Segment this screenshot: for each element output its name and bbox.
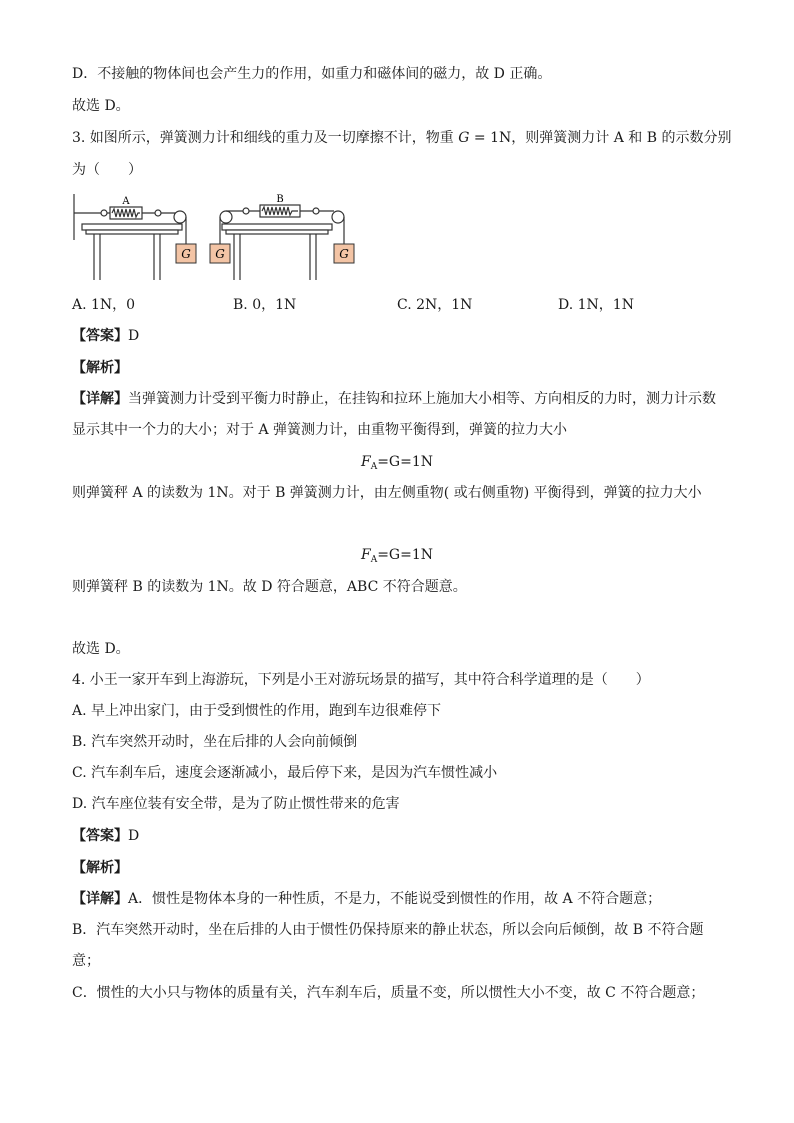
- equation: [0, 452, 794, 477]
- text-line: 故选 D。: [72, 98, 130, 114]
- option-b: B. 0，1N: [233, 297, 297, 313]
- answer-value: D: [128, 828, 140, 844]
- option-a: A. 早上冲出家门，由于受到惯性的作用，跑到车边很难停下: [72, 703, 442, 719]
- weight-label: G: [215, 247, 225, 261]
- eq-symbol: F: [360, 454, 371, 470]
- text-line: B．汽车突然开动时，坐在后排的人由于惯性仍保持原来的静止状态，所以会向后倾倒，故 B 不符合题: [72, 922, 704, 938]
- question-4-stem: 4. 小王一家开车到上海游玩，下列是小王对游玩场景的描写，其中符合科学道理的是（ ）: [72, 672, 650, 688]
- option-b: B. 汽车突然开动时，坐在后排的人会向前倾倒: [72, 734, 358, 750]
- eq-subscript: A: [370, 462, 378, 472]
- pulley-2: [220, 211, 232, 223]
- spring-b-label: B: [276, 194, 284, 205]
- eq-subscript: A: [370, 555, 378, 565]
- detail-line: [72, 889, 724, 909]
- pulley-1: [174, 211, 186, 223]
- detail-tag: 【详解】: [72, 391, 128, 407]
- answer-value: D: [128, 328, 140, 344]
- text-span: 当弹簧测力计受到平衡力时静止，在挂钩和拉环上施加大小相等、方向相反的力时，测力计示数: [128, 391, 716, 407]
- text-line: 故选 D。: [72, 641, 130, 657]
- text-line: 则弹簧秤 B 的读数为 1N。故 D 符合题意，ABC 不符合题意。: [72, 579, 467, 595]
- spring-scale-figure: [72, 190, 372, 285]
- text-line: 意；: [72, 953, 100, 969]
- weight-label: G: [181, 247, 191, 261]
- question-3-stem-cont: 为（ ）: [72, 162, 142, 178]
- option-c: C. 汽车刹车后，速度会逐渐减小，最后停下来，是因为汽车惯性减小: [72, 765, 498, 781]
- eq-symbol: F: [360, 547, 371, 563]
- option-d: D. 汽车座位装有安全带，是为了防止惯性带来的危害: [72, 796, 400, 812]
- text-span: 3. 如图所示，弹簧测力计和细线的重力及一切摩擦不计，物重: [72, 130, 459, 146]
- text-line: 则弹簧秤 A 的读数为 1N。对于 B 弹簧测力计，由左侧重物( 或右侧重物) 平衡得到，弹簧的拉力大小: [72, 485, 702, 501]
- text-line: 显示其中一个力的大小；对于 A 弹簧测力计，由重物平衡得到，弹簧的拉力大小: [72, 422, 568, 438]
- text-line: D．不接触的物体间也会产生力的作用，如重力和磁体间的磁力，故 D 正确。: [72, 66, 552, 82]
- detail-tag: 【详解】: [72, 891, 128, 907]
- eq-rest: =G=1N: [377, 547, 434, 563]
- analysis-tag: 【解析】: [72, 860, 128, 876]
- answer-line: [72, 826, 724, 846]
- option-d: D. 1N，1N: [558, 297, 634, 313]
- answer-tag: 【答案】: [72, 828, 128, 844]
- answer-line: [72, 326, 724, 346]
- option-a: A. 1N，0: [72, 297, 136, 313]
- question-3-stem: [72, 128, 732, 148]
- text-line: C．惯性的大小只与物体的质量有关，汽车刹车后，质量不变，所以惯性大小不变，故 C 不符合题意；: [72, 985, 705, 1001]
- text-span: A．惯性是物体本身的一种性质，不是力，不能说受到惯性的作用，故 A 不符合题意；: [128, 891, 662, 907]
- table-top-2: [222, 224, 332, 230]
- detail-line: [72, 389, 724, 409]
- analysis-tag: 【解析】: [72, 360, 128, 376]
- pulley-3: [332, 211, 344, 223]
- option-c: C. 2N，1N: [397, 297, 473, 313]
- table-apron-1: [86, 230, 178, 234]
- weight-label: G: [339, 247, 349, 261]
- eq-rest: =G=1N: [377, 454, 434, 470]
- equation: [0, 545, 794, 570]
- table-top-1: [82, 224, 182, 230]
- answer-tag: 【答案】: [72, 328, 128, 344]
- text-span: = 1N，则弹簧测力计 A 和 B 的示数分别: [469, 130, 732, 146]
- spring-a-label: A: [122, 196, 130, 207]
- weight-symbol: G: [458, 130, 470, 146]
